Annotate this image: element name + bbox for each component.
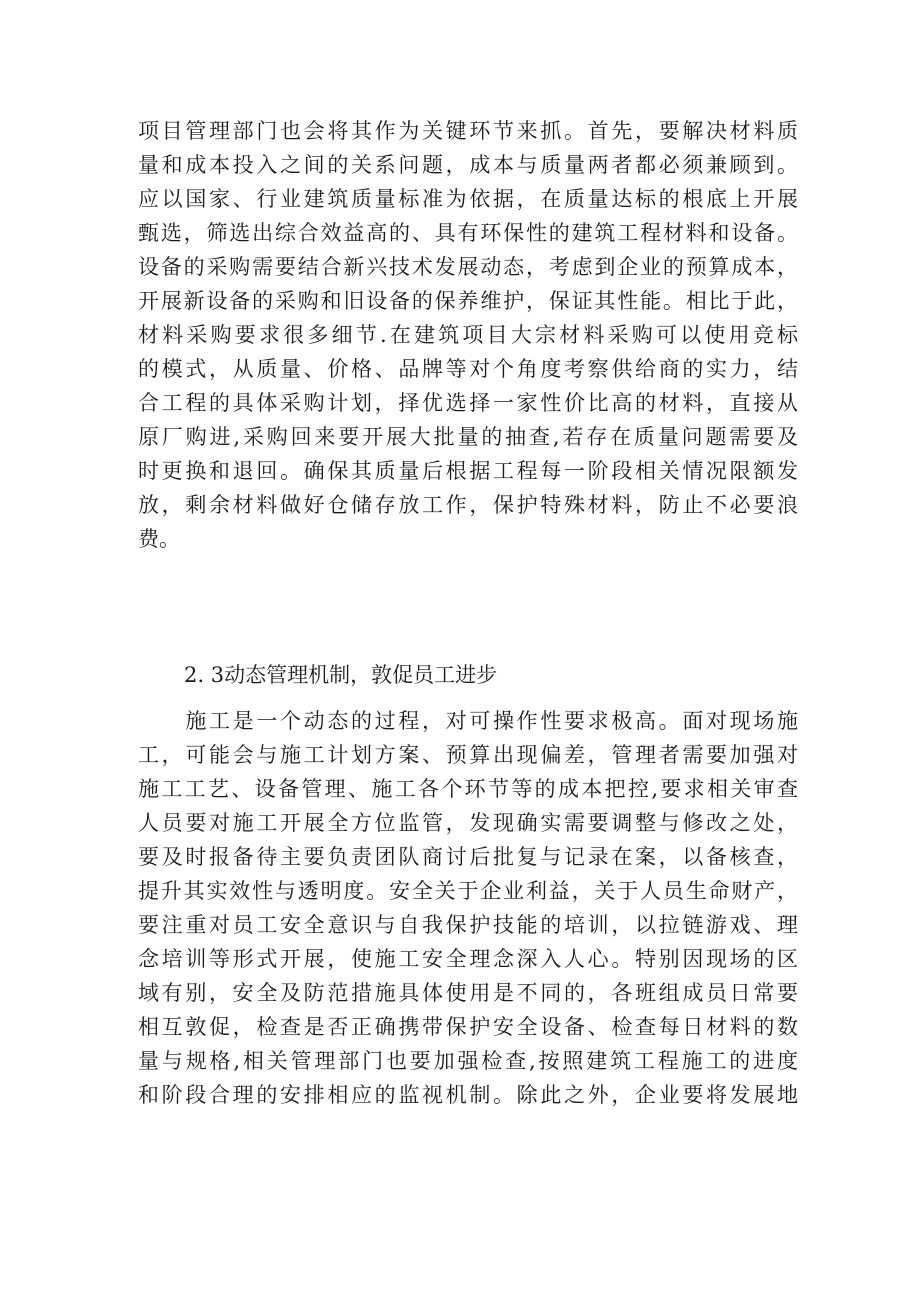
text-line: 应以国家、行业建筑质量标准为依据，在质量达标的根底上开展 (138, 187, 798, 211)
text-line: 念培训等形式开展，使施工安全理念深入人心。特别因现场的区 (138, 947, 798, 971)
paragraph-dynamic-management (138, 704, 798, 1112)
text-line: 放，剩余材料做好仓储存放工作，保护特殊材料，防止不必要浪 (138, 493, 798, 517)
text-line: 和阶段合理的安排相应的监视机制。除此之外，企业要将发展地 (138, 1083, 798, 1107)
text-line: 提升其实效性与透明度。安全关于企业利益，关于人员生命财产， (138, 879, 798, 903)
section-heading (184, 658, 844, 692)
text-line: 原厂购进,采购回来要开展大批量的抽查,若存在质量问题需要及 (138, 425, 798, 449)
paragraph-materials-procurement (138, 114, 798, 556)
text-line: 费。 (138, 527, 180, 551)
text-line: 甄选，筛选出综合效益高的、具有环保性的建筑工程材料和设备。 (138, 221, 798, 245)
text-line: 施工是一个动态的过程，对可操作性要求极高。面对现场施 (138, 709, 798, 733)
section-heading-text: 2. 3动态管理机制，敦促员工进步 (184, 663, 498, 687)
text-line: 材料采购要求很多细节.在建筑项目大宗材料采购可以使用竞标 (138, 323, 798, 347)
text-line: 开展新设备的采购和旧设备的保养维护，保证其性能。相比于此， (138, 289, 798, 313)
text-line: 量和成本投入之间的关系问题，成本与质量两者都必须兼顾到。 (138, 153, 798, 177)
text-line: 的模式，从质量、价格、品牌等对个角度考察供给商的实力，结 (138, 357, 798, 381)
text-line: 相互敦促，检查是否正确携带保护安全设备、检查每日材料的数 (138, 1015, 798, 1039)
text-line: 项目管理部门也会将其作为关键环节来抓。首先，要解决材料质 (138, 119, 798, 143)
text-line: 时更换和退回。确保其质量后根据工程每一阶段相关情况限额发 (138, 459, 798, 483)
text-line: 域有别，安全及防范措施具体使用是不同的，各班组成员日常要 (138, 981, 798, 1005)
text-line: 施工工艺、设备管理、施工各个环节等的成本把控,要求相关审查 (138, 777, 798, 801)
text-line: 设备的采购需要结合新兴技术发展动态，考虑到企业的预算成本， (138, 255, 798, 279)
text-line: 要及时报备待主要负责团队商讨后批复与记录在案，以备核查， (138, 845, 798, 869)
text-line: 要注重对员工安全意识与自我保护技能的培训，以拉链游戏、理 (138, 913, 798, 937)
text-line: 合工程的具体采购计划，择优选择一家性价比高的材料，直接从 (138, 391, 798, 415)
text-line: 人员要对施工开展全方位监管，发现确实需要调整与修改之处， (138, 811, 798, 835)
text-line: 量与规格,相关管理部门也要加强检查,按照建筑工程施工的进度 (138, 1049, 798, 1073)
text-line: 工，可能会与施工计划方案、预算出现偏差，管理者需要加强对 (138, 743, 798, 767)
